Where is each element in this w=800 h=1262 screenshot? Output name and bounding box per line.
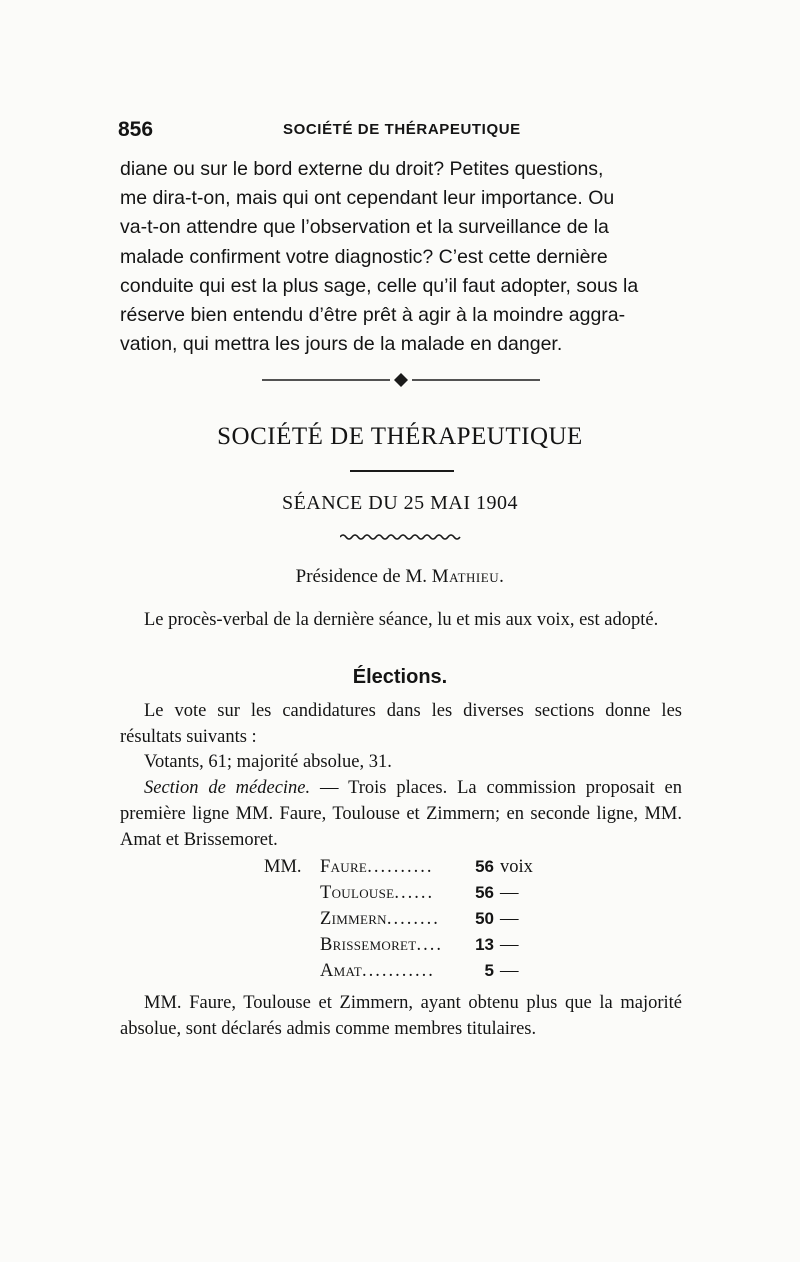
wavy-divider xyxy=(340,532,462,542)
running-title: SOCIÉTÉ DE THÉRAPEUTIQUE xyxy=(283,121,521,138)
presidence-prefix: Présidence de M. xyxy=(295,566,428,587)
diamond-ornament-icon xyxy=(394,373,408,387)
vote-unit: — xyxy=(500,883,519,903)
conclusion-paragraph: MM. Faure, Toulouse et Zimmern, ayant obtenu plus que la majorité absolue, sont déclarés admis comme membres titulaires. xyxy=(120,993,682,1039)
vote-unit: voix xyxy=(500,857,533,877)
elections-heading: Élections. xyxy=(352,666,448,688)
carryover-paragraph xyxy=(120,155,682,359)
running-head xyxy=(118,118,682,144)
text-line: vation, qui mettra les jours de la malade en danger. xyxy=(120,333,563,356)
candidate-name: Faure.......... xyxy=(320,857,434,877)
votants-line: Votants, 61; majorité absolue, 31. xyxy=(144,752,392,772)
result-row xyxy=(264,935,584,961)
text-line: diane ou sur le bord externe du droit? Petites questions, xyxy=(120,158,604,180)
presidence-line xyxy=(0,566,800,588)
page-number: 856 xyxy=(118,118,154,141)
text-line: va-t-on attendre que l’observation et la surveillance de la xyxy=(120,216,609,239)
title-rule xyxy=(350,470,454,472)
vote-count: 5 xyxy=(484,961,494,980)
result-row xyxy=(264,883,584,909)
section-label: Section de médecine. xyxy=(144,778,311,798)
vote-unit: — xyxy=(500,935,519,955)
president-name: Mathieu. xyxy=(431,566,505,587)
result-prefix: MM. xyxy=(264,857,302,877)
section-title: SOCIÉTÉ DE THÉRAPEUTIQUE xyxy=(217,423,583,450)
text-line: malade confirment votre diagnostic? C’est cette dernière xyxy=(120,245,608,268)
candidate-name: Brissemoret.... xyxy=(320,935,444,955)
candidate-name: Amat........... xyxy=(320,961,435,981)
vote-count: 56 xyxy=(475,857,494,876)
vote-unit: — xyxy=(500,909,519,929)
results-table xyxy=(264,857,584,987)
text-line: me dira-t-on, mais qui ont cependant leur importance. Ou xyxy=(120,187,615,210)
seance-date: SÉANCE DU 25 MAI 1904 xyxy=(281,492,519,514)
candidate-name: Zimmern........ xyxy=(320,909,440,929)
section-medecine-paragraph xyxy=(120,775,682,853)
vote-unit: — xyxy=(500,961,519,981)
text-line: réserve bien entendu d’être prêt à agir à la moindre aggra- xyxy=(120,304,626,327)
vote-count: 56 xyxy=(475,883,494,902)
vote-intro-paragraph: Le vote sur les candidatures dans les diverses sections donne les résultats suivants : xyxy=(120,701,682,747)
vote-count: 13 xyxy=(475,935,494,954)
candidate-name: Toulouse...... xyxy=(320,883,435,903)
result-row xyxy=(264,961,584,987)
result-row xyxy=(264,909,584,935)
section-text: — Trois places. La commission proposait en première ligne MM. Faure, Toulouse et Zimmern; en seconde ligne, MM. Amat et Brissemoret. xyxy=(120,778,682,850)
ornamental-divider xyxy=(262,370,540,390)
proces-verbal-paragraph: Le procès-verbal de la dernière séance, lu et mis aux voix, est adopté. xyxy=(144,610,659,630)
result-row xyxy=(264,857,584,883)
vote-count: 50 xyxy=(475,909,494,928)
text-line: conduite qui est la plus sage, celle qu’il faut adopter, sous la xyxy=(120,274,639,297)
